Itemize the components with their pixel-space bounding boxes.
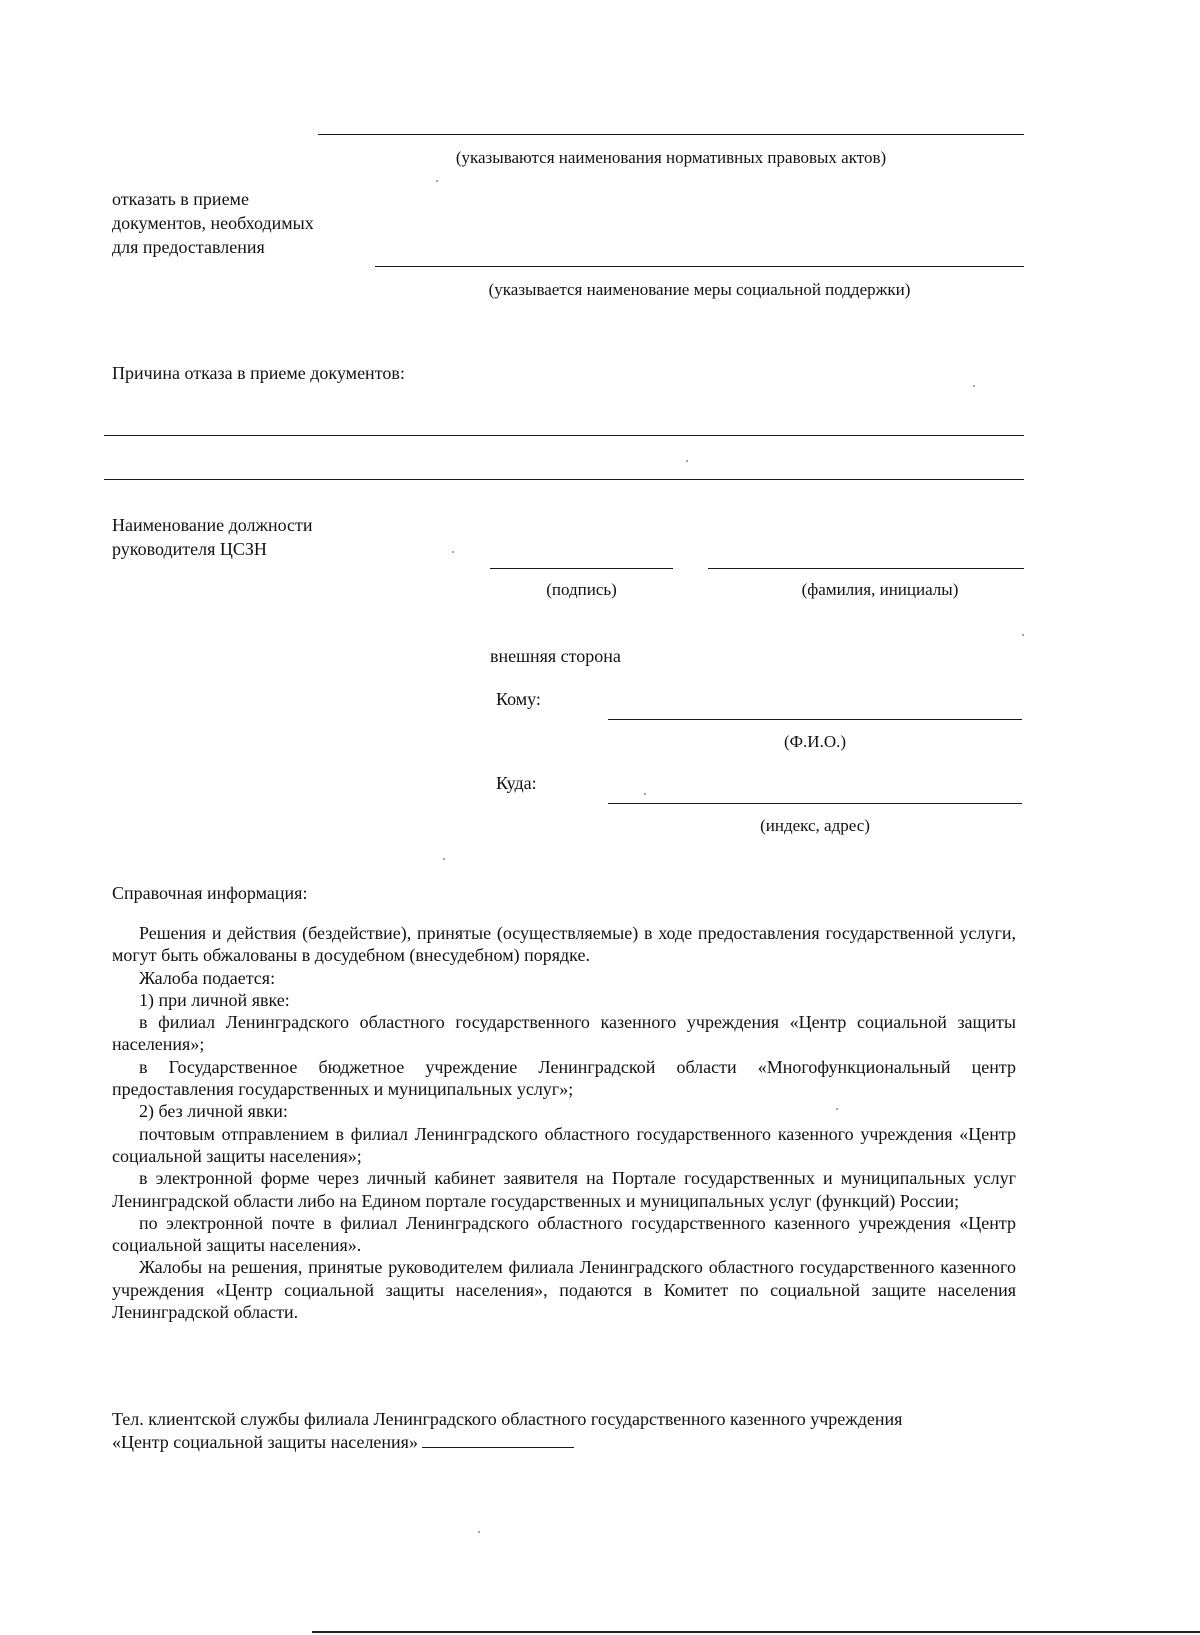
measure-caption: (указывается наименование меры социальной поддержки) <box>488 280 911 299</box>
reason-line-1 <box>104 435 1024 436</box>
phone-info <box>112 1408 1032 1453</box>
reference-paragraph: Жалоба подается: <box>139 967 276 988</box>
reference-heading: Справочная информация: <box>112 883 308 903</box>
reference-body <box>112 922 1016 1323</box>
scan-speck <box>443 858 445 860</box>
name-line <box>708 568 1024 569</box>
envelope-side-label: внешняя сторона <box>490 646 621 666</box>
reason-label: Причина отказа в приеме документов: <box>112 363 405 383</box>
signature-line <box>490 568 673 569</box>
phone-line-1: Тел. клиентской службы филиала Ленинградского областного государственного казенного учреждения <box>112 1409 903 1429</box>
refusal-label-line: документов, необходимых <box>112 213 314 233</box>
reason-line-2 <box>104 479 1024 480</box>
where-line <box>608 803 1022 804</box>
to-caption: (Ф.И.О.) <box>783 732 847 751</box>
refusal-label-line: для предоставления <box>112 237 265 257</box>
scan-speck <box>973 385 975 387</box>
phone-blank-line <box>422 1431 574 1448</box>
reference-paragraph: по электронной почте в филиал Ленинградского областного государственного казенного учреждения «Центр социальной защиты населения». <box>112 1212 1016 1256</box>
where-label: Куда: <box>496 773 537 793</box>
scan-bottom-edge <box>312 1631 1200 1633</box>
position-label <box>112 514 313 560</box>
position-label-line: руководителя ЦСЗН <box>112 539 267 559</box>
scan-speck <box>436 180 438 182</box>
measure-line <box>375 266 1024 267</box>
scan-speck <box>686 460 688 462</box>
acts-caption: (указываются наименования нормативных правовых актов) <box>455 148 887 167</box>
reference-paragraph: почтовым отправлением в филиал Ленинградского областного государственного казенного учреждения «Центр социальной защиты населения»; <box>112 1123 1016 1166</box>
scan-speck <box>644 793 646 795</box>
scan-speck <box>452 551 454 553</box>
phone-line-2-text: «Центр социальной защиты населения» <box>112 1432 418 1452</box>
reference-paragraph: 2) без личной явки: <box>139 1101 288 1122</box>
reference-paragraph: в филиал Ленинградского областного государственного казенного учреждения «Центр социальной защиты населения»; <box>112 1012 1016 1055</box>
signature-caption: (подпись) <box>546 580 617 599</box>
phone-line-2 <box>112 1431 1032 1453</box>
reference-paragraph: в Государственное бюджетное учреждение Ленинградской области «Многофункциональный центр предоставления государственных и муниципальных услуг»; <box>112 1056 1016 1100</box>
to-line <box>608 719 1022 720</box>
reference-paragraph: 1) при личной явке: <box>139 989 290 1010</box>
scan-speck <box>1022 634 1024 636</box>
scan-speck <box>836 1108 838 1110</box>
name-caption: (фамилия, инициалы) <box>801 580 959 599</box>
scan-speck <box>478 1531 480 1533</box>
position-label-line: Наименование должности <box>112 515 313 535</box>
reference-paragraph: Жалобы на решения, принятые руководителем филиала Ленинградского областного государственного казенного учреждения «Центр социальной защиты населения», подаются в Комитет по социальной защите населения Ленинградской области. <box>112 1257 1016 1323</box>
where-caption: (индекс, адрес) <box>760 816 870 835</box>
reference-paragraph: в электронной форме через личный кабинет заявителя на Портале государственных и муниципальных услуг Ленинградской области либо на Едином портале государственных и муниципальных услуг (функций) России; <box>112 1168 1016 1211</box>
acts-line <box>318 134 1024 135</box>
refusal-label <box>112 188 314 258</box>
to-label: Кому: <box>496 689 541 709</box>
reference-paragraph: Решения и действия (бездействие), принятые (осуществляемые) в ходе предоставления государственной услуги, могут быть обжалованы в досудебном (внесудебном) порядке. <box>112 923 1016 966</box>
refusal-label-line: отказать в приеме <box>112 189 249 209</box>
